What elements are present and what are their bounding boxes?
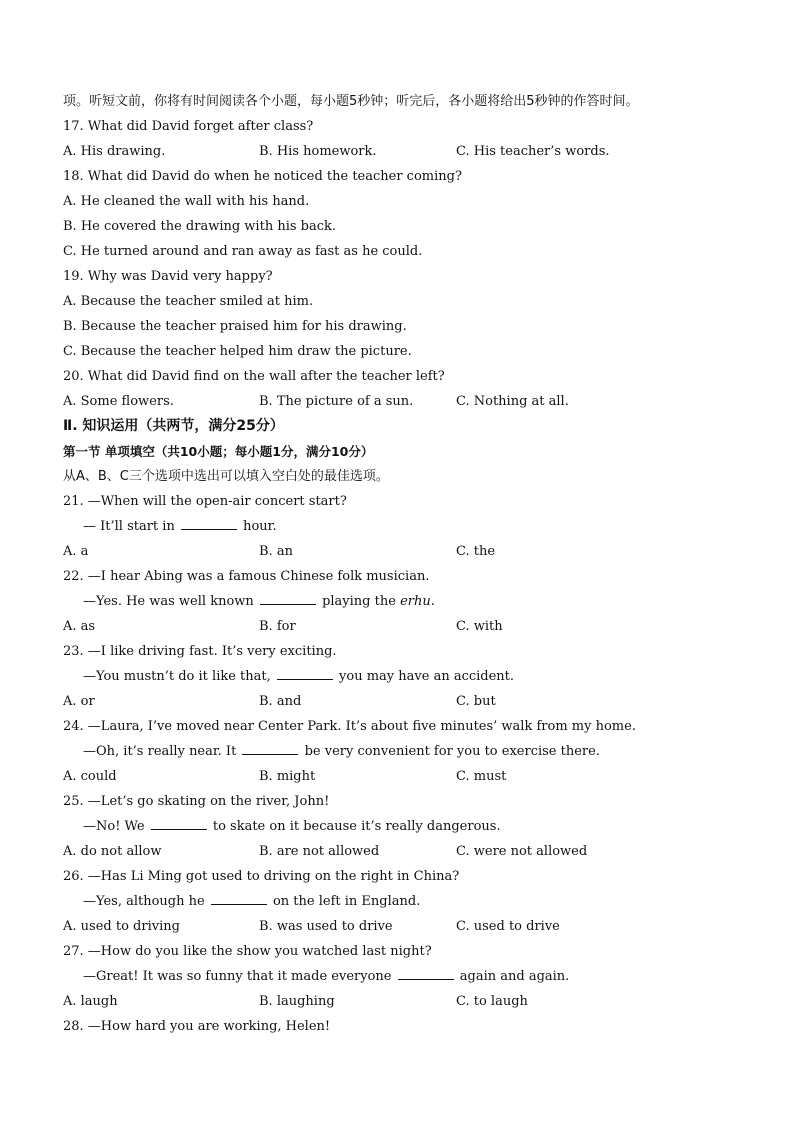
question-24-reply: [63, 739, 743, 764]
option-19-b: B. Because the teacher praised him for his drawing.: [63, 319, 407, 334]
options-26: [63, 914, 743, 939]
option-26-b: B. was used to drive: [259, 919, 393, 934]
question-24: 24. —Laura, I’ve moved near Center Park. It’s about five minutes’ walk from my home.: [63, 719, 636, 734]
option-18-c: C. He turned around and ran away as fast as he could.: [63, 244, 423, 259]
reply-text: —No! We: [83, 819, 145, 834]
question-23-reply: [63, 664, 743, 689]
option-24-b: B. might: [259, 769, 316, 784]
option-26-a: A. used to driving: [63, 919, 180, 934]
options-17: [63, 139, 743, 164]
option-17-c: C. His teacher’s words.: [456, 144, 610, 159]
option-23-c: C. but: [456, 694, 496, 709]
reply-text: —Great! It was so funny that it made everyone: [83, 969, 392, 984]
option-23-b: B. and: [259, 694, 302, 709]
question-21: 21. —When will the open-air concert start?: [63, 494, 347, 509]
question-20: 20. What did David find on the wall after the teacher left?: [63, 369, 445, 384]
reply-text: .: [430, 594, 435, 609]
listening-instructions: 项。听短文前，你将有时间阅读各个小题，每小题5秒钟；听完后，各小题将给出5秒钟的作答时间。: [63, 94, 639, 109]
option-21-a: A. a: [63, 544, 89, 559]
reply-text: — It’ll start in: [83, 519, 175, 534]
options-21: [63, 539, 743, 564]
option-22-a: A. as: [63, 619, 96, 634]
option-27-a: A. laugh: [63, 994, 118, 1009]
option-20-b: B. The picture of a sun.: [259, 394, 414, 409]
option-18-b: B. He covered the drawing with his back.: [63, 219, 337, 234]
answer-blank[interactable]: [151, 817, 207, 830]
question-22-reply: [63, 589, 743, 614]
option-21-c: C. the: [456, 544, 496, 559]
question-22: 22. —I hear Abing was a famous Chinese folk musician.: [63, 569, 430, 584]
question-26: 26. —Has Li Ming got used to driving on the right in China?: [63, 869, 460, 884]
option-27-c: C. to laugh: [456, 994, 528, 1009]
reply-text: —Yes. He was well known: [83, 594, 254, 609]
option-25-c: C. were not allowed: [456, 844, 588, 859]
reply-italic-word: erhu: [400, 594, 431, 609]
option-17-a: A. His drawing.: [63, 144, 166, 159]
option-22-c: C. with: [456, 619, 503, 634]
options-27: [63, 989, 743, 1014]
answer-blank[interactable]: [260, 592, 316, 605]
option-18-a: A. He cleaned the wall with his hand.: [63, 194, 310, 209]
reply-text: hour.: [243, 519, 277, 534]
answer-blank[interactable]: [277, 667, 333, 680]
question-19: 19. Why was David very happy?: [63, 269, 273, 284]
section-title: Ⅱ. 知识运用（共两节，满分25分）: [63, 418, 284, 434]
option-19-a: A. Because the teacher smiled at him.: [63, 294, 314, 309]
option-20-a: A. Some flowers.: [63, 394, 174, 409]
question-28: 28. —How hard you are working, Helen!: [63, 1019, 331, 1034]
reply-text: to skate on it because it’s really dangerous.: [212, 819, 501, 834]
exam-page: [63, 89, 743, 1039]
question-25-reply: [63, 814, 743, 839]
answer-blank[interactable]: [211, 892, 267, 905]
question-27-reply: [63, 964, 743, 989]
options-23: [63, 689, 743, 714]
options-24: [63, 764, 743, 789]
options-25: [63, 839, 743, 864]
reply-text: —Yes, although he: [83, 894, 205, 909]
reply-text: playing the: [322, 594, 396, 609]
options-20: [63, 389, 743, 414]
option-27-b: B. laughing: [259, 994, 335, 1009]
option-23-a: A. or: [63, 694, 95, 709]
question-26-reply: [63, 889, 743, 914]
reply-text: —Oh, it’s really near. It: [83, 744, 237, 759]
option-17-b: B. His homework.: [259, 144, 377, 159]
option-20-c: C. Nothing at all.: [456, 394, 569, 409]
reply-text: you may have an accident.: [339, 669, 515, 684]
question-25: 25. —Let’s go skating on the river, John!: [63, 794, 330, 809]
subsection-title: 第一节 单项填空（共10小题；每小题1分，满分10分）: [63, 444, 374, 459]
option-26-c: C. used to drive: [456, 919, 560, 934]
reply-text: be very convenient for you to exercise there.: [304, 744, 600, 759]
answer-blank[interactable]: [242, 742, 298, 755]
option-25-b: B. are not allowed: [259, 844, 380, 859]
option-22-b: B. for: [259, 619, 296, 634]
answer-blank[interactable]: [398, 967, 454, 980]
question-18: 18. What did David do when he noticed the teacher coming?: [63, 169, 462, 184]
question-17: 17. What did David forget after class?: [63, 119, 314, 134]
reply-text: again and again.: [459, 969, 570, 984]
reply-text: —You mustn’t do it like that,: [83, 669, 271, 684]
question-23: 23. —I like driving fast. It’s very exciting.: [63, 644, 337, 659]
question-27: 27. —How do you like the show you watched last night?: [63, 944, 432, 959]
option-21-b: B. an: [259, 544, 293, 559]
option-24-a: A. could: [63, 769, 117, 784]
option-25-a: A. do not allow: [63, 844, 162, 859]
question-21-reply: [63, 514, 743, 539]
answer-blank[interactable]: [181, 517, 237, 530]
option-24-c: C. must: [456, 769, 507, 784]
reply-text: on the left in England.: [272, 894, 421, 909]
section-instructions: 从A、B、C三个选项中选出可以填入空白处的最佳选项。: [63, 469, 389, 484]
option-19-c: C. Because the teacher helped him draw the picture.: [63, 344, 412, 359]
options-22: [63, 614, 743, 639]
